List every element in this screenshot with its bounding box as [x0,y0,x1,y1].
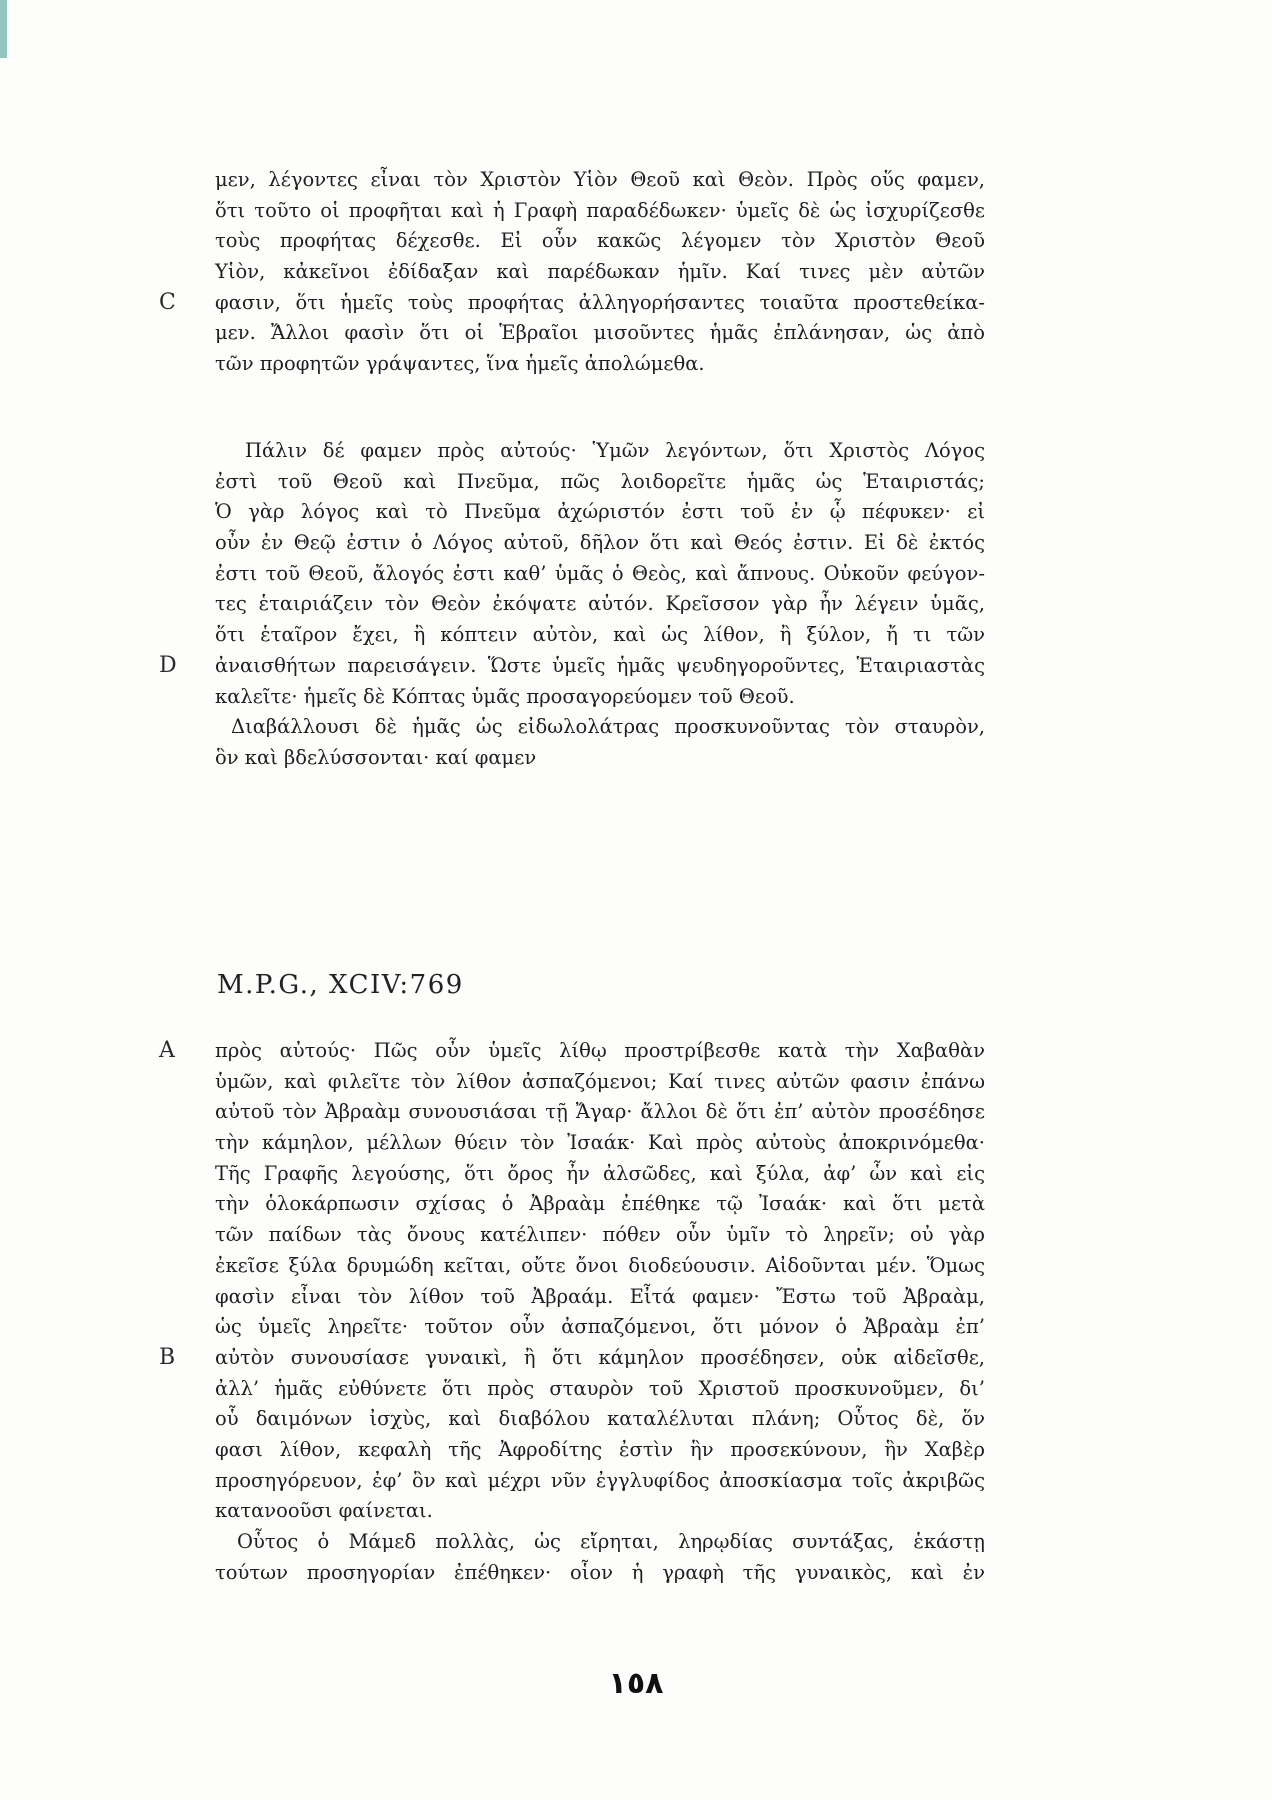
line-text: τοὺς προφήτας δέχεσθε. Εἰ οὖν κακῶς λέγομεν τὸν Χριστὸν Θεοῦ [215,229,985,253]
line-text: τούτων προσηγορίαν ἐπέθηκεν· οἷον ἡ γραφὴ τῆς γυναικὸς, καὶ ἐν [215,1560,985,1584]
greek-text-line [215,165,985,196]
scan-edge-artifact [0,0,7,58]
citation-heading: M.P.G., XCIV:769 [217,970,464,1000]
paragraph-continuation [159,165,985,380]
line-text: ἀλλ’ ἡμᾶς εὐθύνετε ὅτι πρὸς σταυρὸν τοῦ Χριστοῦ προσκυνοῦμεν, δι’ [215,1376,985,1400]
greek-text-line [215,196,985,227]
greek-text-line [215,528,985,559]
line-text: αὐτὸν συνουσίασε γυναικὶ, ἢ ὅτι κάμηλον προσέδησεν, οὐκ αἰδεῖσθε, [215,1345,985,1369]
greek-text-line [215,318,985,349]
line-text: Πάλιν δέ φαμεν πρὸς αὐτούς· Ὑμῶν λεγόντων, ὅτι Χριστὸς Λόγος [245,439,985,462]
line-text: κατανοοῦσι φαίνεται. [215,1499,433,1523]
greek-text-line [159,288,985,319]
paragraph-mpg-769 [159,1036,985,1588]
line-text: ὅτι ἑταῖρον ἔχει, ἢ κόπτειν αὐτὸν, καὶ ὡς λίθον, ἢ ξύλον, ἤ τι τῶν [215,623,985,647]
column-letter-C: C [159,289,176,315]
greek-text-line [215,349,985,380]
line-text: Διαβάλλουσι δὲ ἡμᾶς ὡς εἰδωλολάτρας προσκυνοῦντας τὸν σταυρὸν, [231,715,985,739]
greek-text-line [215,467,985,498]
line-text: καλεῖτε· ἡμεῖς δὲ Κόπτας ὑμᾶς προσαγορεύομεν τοῦ Θεοῦ. [215,684,795,708]
greek-text-line [215,743,985,774]
greek-text-line [159,1343,985,1374]
line-text: Υἱὸν, κἀκεῖνοι ἐδίδαξαν καὶ παρέδωκαν ἡμῖν. Καί τινες μὲν αὐτῶν [215,260,985,284]
line-text: τῶν παίδων τὰς ὄνους κατέλιπεν· πόθεν οὖν ὑμῖν τὸ ληρεῖν; οὐ γὰρ [215,1223,985,1247]
line-text: τὴν ὁλοκάρπωσιν σχίσας ὁ Ἀβραὰμ ἐπέθηκε τῷ Ἰσαάκ· καὶ ὅτι μετὰ [215,1192,985,1216]
line-text: ὅτι τοῦτο οἱ προφῆται καὶ ἡ Γραφὴ παραδέδωκεν· ὑμεῖς δὲ ὡς ἰσχυρίζεσθε [215,198,985,222]
line-text: ἀναισθήτων παρεισάγειν. Ὥστε ὑμεῖς ἡμᾶς ψευδηγοροῦντες, Ἑταιριαστὰς [215,653,985,677]
line-text: τῶν προφητῶν γράψαντες, ἵνα ἡμεῖς ἀπολώμεθα. [215,352,705,376]
line-text: ἐκεῖσε ξύλα δρυμώδη κεῖται, οὔτε ὄνοι διοδεύουσιν. Αἰδοῦνται μέν. Ὅμως [215,1253,985,1277]
greek-text-line [215,1220,985,1251]
greek-text-line [215,1496,985,1527]
greek-text-line [215,1189,985,1220]
greek-text-line [159,651,985,682]
greek-text-line [215,1128,985,1159]
greek-text-line [215,1067,985,1098]
greek-text-line [215,226,985,257]
paragraph-refutation [159,436,985,774]
line-text: ὃν καὶ βδελύσσονται· καί φαμεν [215,745,537,769]
greek-text-line [215,1466,985,1497]
line-text: οὗ δαιμόνων ἰσχὺς, καὶ διαβόλου καταλέλυται πλάνη; Οὗτος δὲ, ὅν [215,1407,985,1431]
line-text: μεν, λέγοντες εἶναι τὸν Χριστὸν Υἱὸν Θεοῦ καὶ Θεὸν. Πρὸς οὕς φαμεν, [215,168,985,191]
greek-text-line [215,497,985,528]
line-text: ὑμῶν, καὶ φιλεῖτε τὸν λίθον ἀσπαζόμενοι; Καί τινες αὐτῶν φασιν ἐπάνω [215,1069,985,1093]
column-letter-A: A [159,1038,175,1063]
greek-text-line [215,257,985,288]
line-text: τες ἑταιριάζειν τὸν Θεὸν ἐκόψατε αὐτόν. Κρεῖσσον γὰρ ἦν λέγειν ὑμᾶς, [215,592,985,616]
greek-text-line [215,682,985,713]
line-text: οὖν ἐν Θεῷ ἐστιν ὁ Λόγος αὐτοῦ, δῆλον ὅτι καὶ Θεός ἐστιν. Εἰ δὲ ἐκτός [215,531,985,555]
greek-text-line [215,1374,985,1405]
greek-text-line [215,1404,985,1435]
line-text: φασὶν εἶναι τὸν λίθον τοῦ Ἀβραάμ. Εἶτά φαμεν· Ἔστω τοῦ Ἀβραὰμ, [215,1284,985,1308]
greek-text-line [215,1435,985,1466]
line-text: μεν. Ἄλλοι φασὶν ὅτι οἱ Ἑβραῖοι μισοῦντες ἡμᾶς ἐπλάνησαν, ὡς ἀπὸ [215,321,985,345]
greek-text-line [215,1282,985,1313]
line-text: πρὸς αὐτούς· Πῶς οὖν ὑμεῖς λίθῳ προστρίβεσθε κατὰ τὴν Χαβαθὰν [215,1039,985,1062]
greek-text-line [215,1251,985,1282]
greek-text-line [159,1036,985,1067]
greek-text-line [215,589,985,620]
line-text: ἐστὶ τοῦ Θεοῦ καὶ Πνεῦμα, πῶς λοιδορεῖτε ἡμᾶς ὡς Ἑταιριστάς; [215,469,985,493]
page-number: ١٥٨ [608,1666,664,1701]
line-text: τὴν κάμηλον, μέλλων θύειν τὸν Ἰσαάκ· Καὶ πρὸς αὐτοὺς ἀποκρινόμεθα· [215,1131,985,1155]
greek-text-line [215,712,985,743]
greek-text-line [215,1558,985,1589]
line-text: φασιν, ὅτι ἡμεῖς τοὺς προφήτας ἀλληγορήσαντες τοιαῦτα προστεθείκα- [215,290,985,314]
column-letter-D: D [159,652,177,678]
greek-text-line [215,436,985,467]
greek-text-line [215,1312,985,1343]
line-text: Οὗτος ὁ Μάμεδ πολλὰς, ὡς εἴρηται, ληρῳδίας συντάξας, ἑκάστῃ [237,1530,985,1553]
line-text: αὐτοῦ τὸν Ἀβραὰμ συνουσιάσαι τῇ Ἄγαρ· ἄλλοι δὲ ὅτι ἐπ’ αὐτὸν προσέδησε [215,1100,985,1124]
line-text: προσηγόρευον, ἐφ’ ὃν καὶ μέχρι νῦν ἐγγλυφίδος ἀποσκίασμα τοῖς ἀκριβῶς [215,1468,985,1492]
line-text: ἐστι τοῦ Θεοῦ, ἄλογός ἐστι καθ’ ὑμᾶς ὁ Θεὸς, καὶ ἄπνους. Οὐκοῦν φεύγον- [215,561,985,585]
greek-text-line [215,1159,985,1190]
greek-text-line [215,620,985,651]
greek-text-line [215,1097,985,1128]
line-text: φασι λίθον, κεφαλὴ τῆς Ἀφροδίτης ἐστὶν ἣν προσεκύνουν, ἣν Χαβὲρ [215,1437,985,1461]
greek-text-line [215,559,985,590]
line-text: Ὁ γὰρ λόγος καὶ τὸ Πνεῦμα ἀχώριστόν ἐστι τοῦ ἐν ᾧ πέφυκεν· εἰ [215,500,985,524]
greek-text-line [215,1527,985,1558]
column-letter-B: B [159,1344,176,1370]
line-text: Τῆς Γραφῆς λεγούσης, ὅτι ὄρος ἦν ἀλσῶδες, καὶ ξύλα, ἀφ’ ὧν καὶ εἰς [215,1161,985,1185]
line-text: ὡς ὑμεῖς ληρεῖτε· τοῦτον οὖν ἀσπαζόμενοι, ὅτι μόνον ὁ Ἀβραὰμ ἐπ’ [215,1315,985,1339]
